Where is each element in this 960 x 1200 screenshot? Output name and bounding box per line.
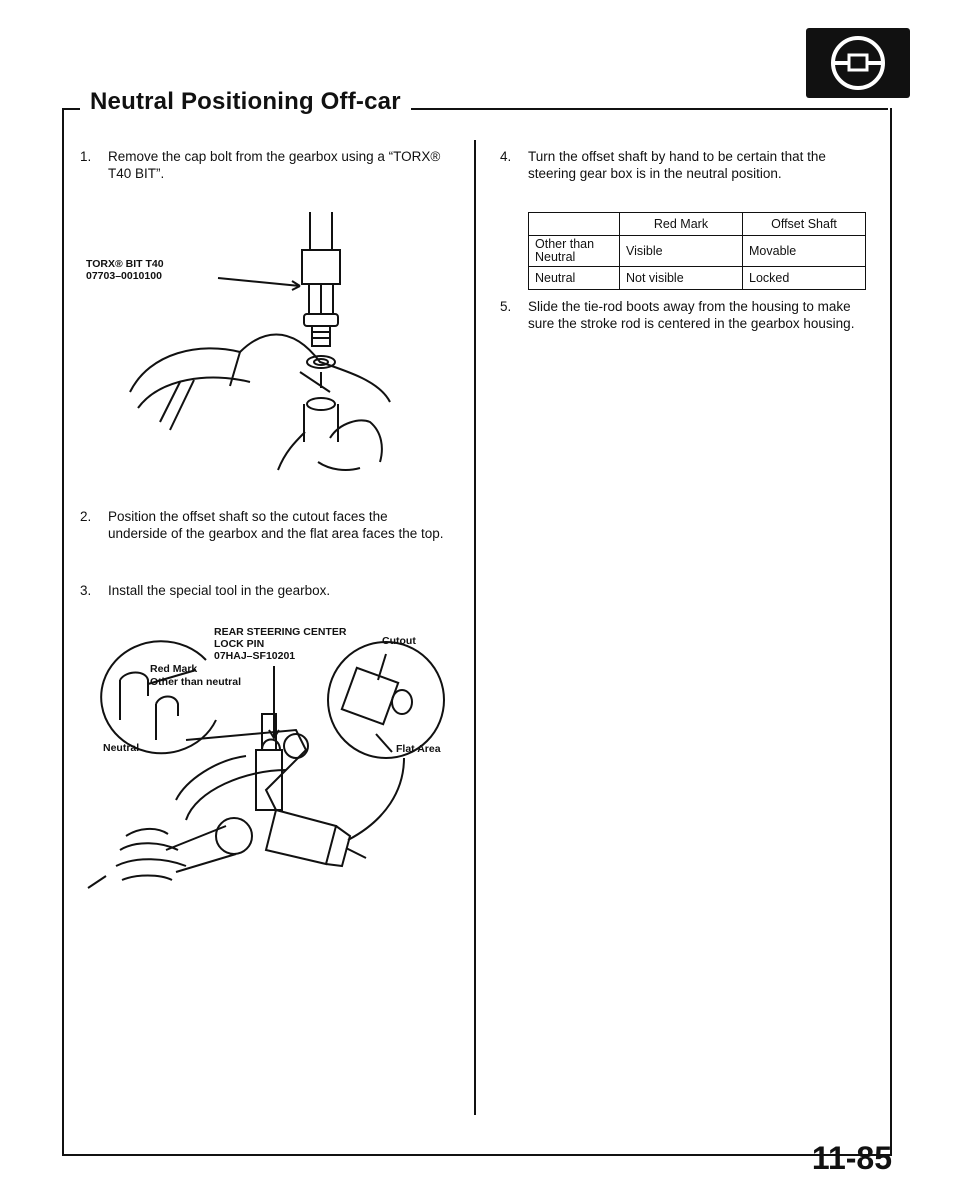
- table-row-label: Neutral: [529, 267, 620, 290]
- flat-area-label: Flat Area: [396, 743, 441, 755]
- neutral-state-table: [528, 212, 866, 290]
- step-4: [500, 148, 866, 182]
- step-number: 4.: [500, 149, 512, 164]
- step-2: [80, 508, 448, 542]
- cutout-label: Cutout: [382, 635, 416, 647]
- table-row-label: Other than Neutral: [529, 236, 620, 267]
- other-than-neutral-label: Other than neutral: [150, 676, 242, 688]
- step-3: [80, 582, 448, 599]
- cap-bolt-removal-illustration: [90, 212, 450, 482]
- step-text: Slide the tie-rod boots away from the housing to make sure the stroke rod is centered in the gearbox housing.: [528, 299, 855, 331]
- red-mark-label: Red Mark: [150, 663, 198, 675]
- table-header-cell: Red Mark: [620, 213, 743, 236]
- step-text: Turn the offset shaft by hand to be certain that the steering gear box is in the neutral position.: [528, 149, 826, 181]
- table-cell: Visible: [620, 236, 743, 267]
- step-text: Remove the cap bolt from the gearbox using a “TORX® T40 BIT”.: [108, 149, 441, 181]
- table-header-row: [529, 213, 866, 236]
- step-number: 1.: [80, 149, 92, 164]
- page-number: 11-85: [811, 1140, 892, 1176]
- steering-section-badge: [806, 28, 910, 98]
- step-5: [500, 298, 866, 332]
- step-1: [80, 148, 448, 182]
- table-header-cell: Offset Shaft: [743, 213, 866, 236]
- lock-pin-installation-illustration: [86, 640, 456, 900]
- steering-wheel-icon: [806, 28, 910, 98]
- step-text: Install the special tool in the gearbox.: [108, 583, 331, 598]
- lock-pin-label: REAR STEERING CENTER LOCK PIN 07HAJ–SF10201: [214, 626, 347, 662]
- table-cell: Not visible: [620, 267, 743, 290]
- neutral-label: Neutral: [103, 742, 140, 754]
- torx-bit-label: TORX® BIT T40 07703–0010100: [86, 258, 164, 282]
- step-number: 3.: [80, 583, 92, 598]
- step-text: Position the offset shaft so the cutout faces the underside of the gearbox and the flat area faces the top.: [108, 509, 444, 541]
- step-number: 5.: [500, 299, 512, 314]
- table-row: [529, 267, 866, 290]
- table-row: [529, 236, 866, 267]
- table-cell: Locked: [743, 267, 866, 290]
- column-divider: [474, 140, 476, 1115]
- title-container: [80, 88, 411, 116]
- page-title: Neutral Positioning Off-car: [90, 88, 401, 115]
- table-cell: Movable: [743, 236, 866, 267]
- table-header-cell: [529, 213, 620, 236]
- step-number: 2.: [80, 509, 92, 524]
